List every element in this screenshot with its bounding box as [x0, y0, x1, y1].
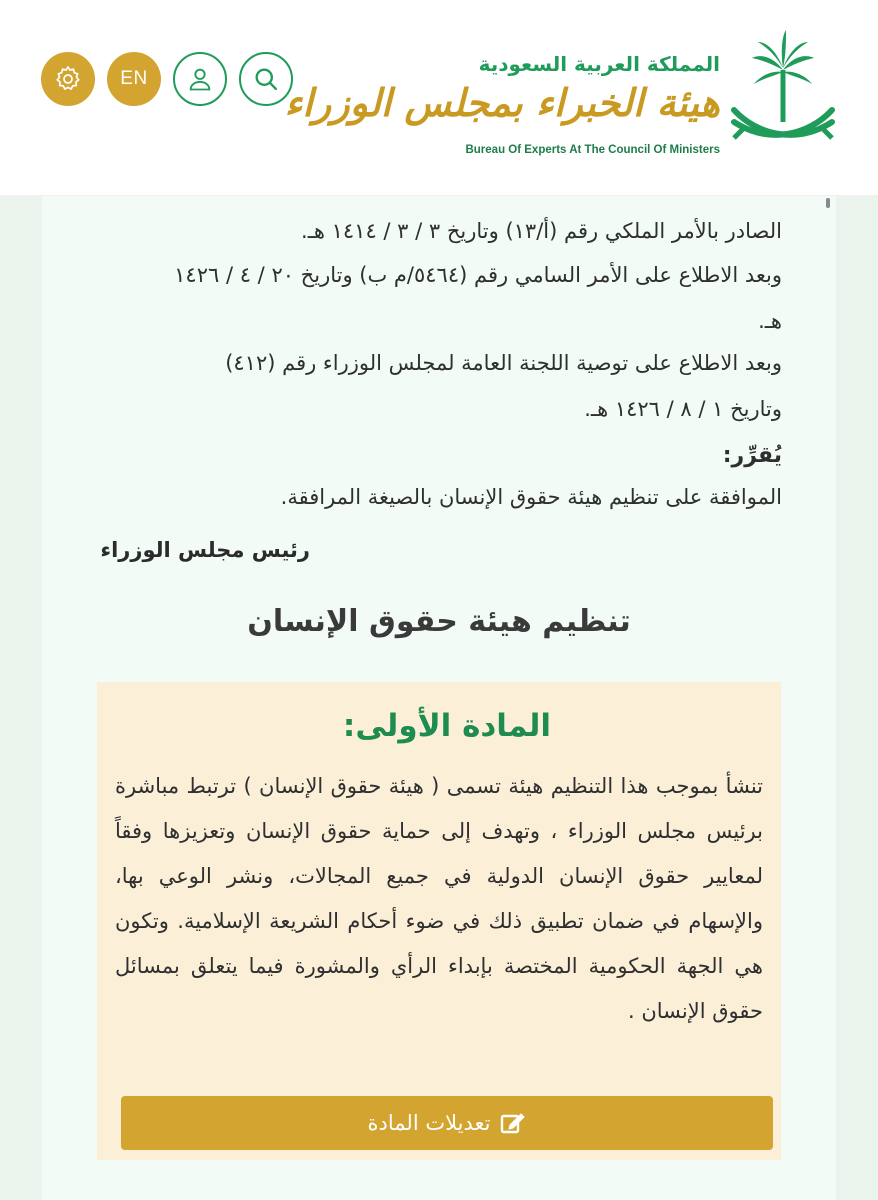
logo-english-text: Bureau Of Experts At The Council Of Ministers: [465, 144, 720, 156]
logo-kingdom-text: المملكة العربية السعودية: [478, 52, 720, 76]
decides-heading: يُقرِّر:: [722, 443, 782, 468]
amendments-label: تعديلات المادة: [367, 1111, 491, 1135]
user-account-button[interactable]: [173, 52, 227, 106]
decree-line: الصادر بالأمر الملكي رقم (أ/١٣) وتاريخ ٣ / ٣ / ١٤١٤ هـ.: [301, 219, 782, 243]
article-box: [97, 682, 781, 1160]
gear-icon: [53, 64, 83, 94]
search-icon: [252, 65, 280, 93]
settings-button[interactable]: [41, 52, 95, 106]
decree-approval: الموافقة على تنظيم هيئة حقوق الإنسان بالصيغة المرافقة.: [280, 485, 782, 509]
edit-icon: [500, 1111, 526, 1135]
article-body: تنشأ بموجب هذا التنظيم هيئة تسمى ( هيئة حقوق الإنسان ) ترتبط مباشرة برئيس مجلس الوزراء ، وتهدف إلى حماية حقوق الإنسان وتعزيزها وفقاً لمعايير حقوق الإنسان الدولية في جميع المجالات، ونشر الوعي بها، والإسهام في ضمان تطبيق ذلك في ضوء أحكام الشريعة الإسلامية. وتكون هي الجهة الحكومية المختصة بإبداء الرأي والمشورة فيما يتعلق بمسائل حقوق الإنسان .: [115, 774, 763, 1023]
logo-bureau-text: هيئة الخبراء بمجلس الوزراء: [284, 80, 720, 125]
decree-line: وتاريخ ١ / ٨ / ١٤٢٦ هـ.: [584, 397, 782, 421]
site-logo[interactable]: [284, 26, 838, 166]
article-amendments-button[interactable]: [121, 1096, 773, 1150]
article-heading: المادة الأولى:: [342, 708, 551, 744]
decree-line: وبعد الاطلاع على الأمر السامي رقم (٥٤٦٤/م ب) وتاريخ ٢٠ / ٤ / ١٤٢٦: [174, 263, 782, 287]
language-label: EN: [120, 68, 148, 89]
site-header: [0, 0, 878, 196]
scrollbar[interactable]: [826, 198, 830, 208]
decree-line: هـ.: [758, 309, 782, 333]
language-button[interactable]: [107, 52, 161, 106]
palm-swords-emblem-icon: [728, 26, 838, 158]
regulation-title: تنظيم هيئة حقوق الإنسان: [247, 604, 631, 639]
user-icon: [186, 65, 214, 93]
decree-signer: رئيس مجلس الوزراء: [100, 538, 310, 562]
decree-line: وبعد الاطلاع على توصية اللجنة العامة لمجلس الوزراء رقم (٤١٢): [225, 351, 782, 375]
